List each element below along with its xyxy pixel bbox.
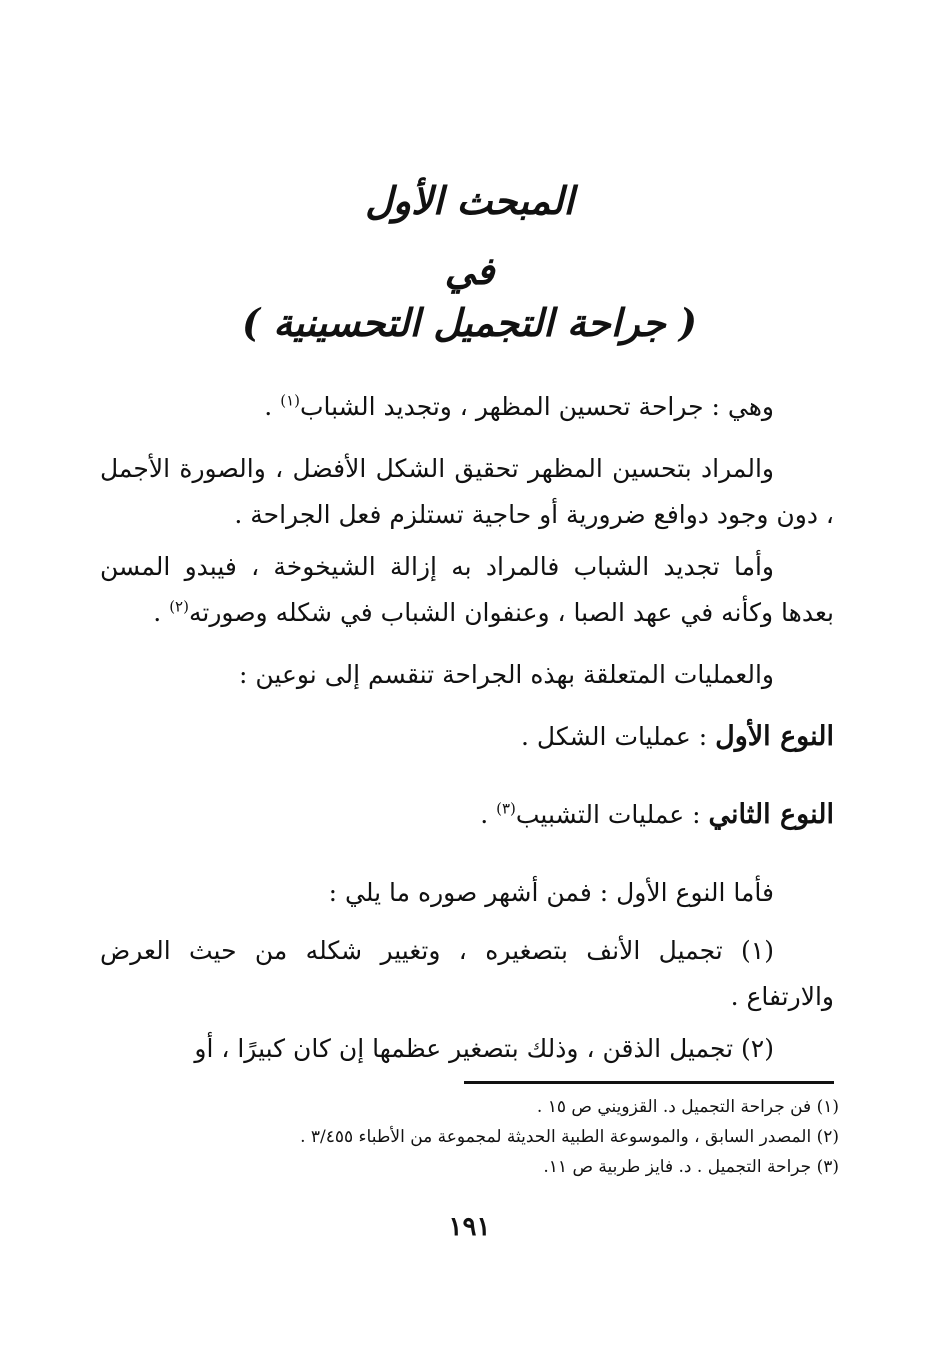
type-one-line xyxy=(100,714,834,760)
paragraph-text: وأما تجديد الشباب فالمراد به إزالة الشيخوخة ، فيبدو المسن بعدها وكأنه في عهد الصبا ، وعنفوان الشباب في شكله وصورته xyxy=(100,552,834,627)
type-one-text: : عمليات الشكل . xyxy=(521,722,716,751)
footnotes xyxy=(100,1092,839,1182)
paragraph-types-intro: والعمليات المتعلقة بهذه الجراحة تنقسم إلى نوعين : xyxy=(239,660,774,689)
footnote-1: (١) فن جراحة التجميل د. القزويني ص ١٥ . xyxy=(536,1097,839,1117)
footnote-ref-2: (٢) xyxy=(169,597,189,616)
footnote-ref-3: (٣) xyxy=(496,799,516,818)
section-title-connector: في xyxy=(444,248,495,293)
footnote-2: (٢) المصدر السابق ، والموسوعة الطبية الحديثة لمجموعة من الأطباء ٣/٤٥٥ . xyxy=(300,1127,839,1147)
section-subtitle: ( جراحة التجميل التحسينية ) xyxy=(242,300,697,345)
paragraph-end: . xyxy=(264,392,281,421)
paragraph-first-type-intro: فأما النوع الأول : فمن أشهر صوره ما يلي : xyxy=(328,878,774,907)
paragraph-rejuvenation xyxy=(100,544,834,636)
paragraph-definition xyxy=(100,384,834,430)
paragraph-appearance: والمراد بتحسين المظهر تحقيق الشكل الأفضل ، والصورة الأجمل ، دون وجود دوافع ضرورية أو حاجية تستلزم فعل الجراحة . xyxy=(100,454,834,529)
section-title: المبحث الأول xyxy=(365,178,574,223)
paragraph-end: . xyxy=(153,598,170,627)
paragraph-text: وهي : جراحة تحسين المظهر ، وتجديد الشباب xyxy=(299,392,774,421)
footnote-3: (٣) جراحة التجميل . د. فايز طربية ص ١١. xyxy=(543,1157,839,1177)
paragraph-end: . xyxy=(480,800,497,829)
type-one-label: النوع الأول xyxy=(715,721,834,752)
page-number: ١٩١ xyxy=(448,1212,491,1242)
type-two-line xyxy=(100,792,834,838)
type-two-label: النوع الثاني xyxy=(708,799,834,830)
type-two-text: : عمليات التشبيب xyxy=(515,800,709,829)
footnote-divider xyxy=(464,1081,834,1084)
footnote-ref-1: (١) xyxy=(280,391,300,410)
list-item-chin: (٢) تجميل الذقن ، وذلك بتصغير عظمها إن كان كبيرًا ، أو xyxy=(194,1034,774,1063)
list-item-nose: (١) تجميل الأنف بتصغيره ، وتغيير شكله من حيث العرض والارتفاع . xyxy=(100,936,834,1011)
